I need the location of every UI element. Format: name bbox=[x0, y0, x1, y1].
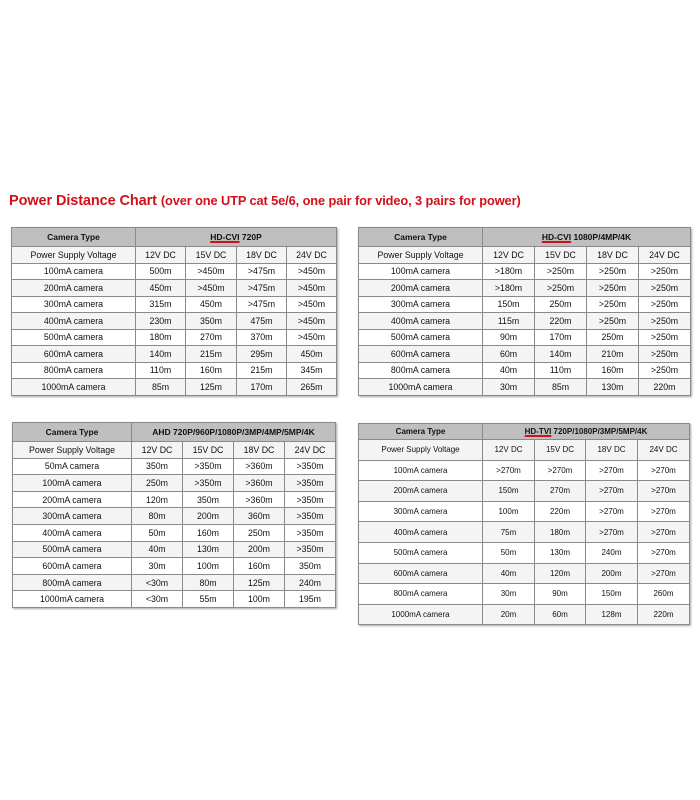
distance-cell: 160m bbox=[183, 524, 234, 541]
voltage-cell: 18V DC bbox=[586, 440, 638, 461]
table-row bbox=[359, 604, 690, 625]
camera-label: 1000mA camera bbox=[359, 604, 483, 625]
table-header-row bbox=[12, 228, 337, 247]
distance-cell: 85m bbox=[535, 379, 587, 396]
camera-label: 1000mA camera bbox=[359, 379, 483, 396]
distance-cell: 150m bbox=[483, 296, 535, 313]
table-row bbox=[13, 491, 336, 508]
distance-cell: 450m bbox=[136, 280, 186, 297]
distance-cell: 60m bbox=[535, 604, 586, 625]
distance-cell: 160m bbox=[186, 362, 237, 379]
distance-cell: >270m bbox=[586, 460, 638, 481]
brand-label: HD-CVI bbox=[210, 232, 240, 242]
table-row bbox=[13, 458, 336, 475]
distance-cell: >270m bbox=[586, 481, 638, 502]
distance-cell: >475m bbox=[237, 263, 287, 280]
distance-cell: >350m bbox=[285, 508, 336, 525]
camera-label: 500mA camera bbox=[359, 329, 483, 346]
distance-cell: 200m bbox=[234, 541, 285, 558]
distance-cell: >350m bbox=[183, 475, 234, 492]
distance-cell: 50m bbox=[483, 542, 535, 563]
distance-cell: 210m bbox=[587, 346, 639, 363]
distance-cell: 150m bbox=[586, 584, 638, 605]
camera-label: 500mA camera bbox=[359, 542, 483, 563]
table-row bbox=[12, 296, 337, 313]
distance-cell: 150m bbox=[483, 481, 535, 502]
voltage-cell: 12V DC bbox=[136, 247, 186, 264]
distance-cell: >250m bbox=[587, 280, 639, 297]
distance-cell: 180m bbox=[136, 329, 186, 346]
distance-cell: >250m bbox=[587, 263, 639, 280]
camera-label: 400mA camera bbox=[359, 313, 483, 330]
table-row bbox=[359, 542, 690, 563]
voltage-label: Power Supply Voltage bbox=[359, 247, 483, 264]
format-header bbox=[132, 423, 336, 442]
table-row bbox=[359, 280, 691, 297]
distance-cell: >250m bbox=[587, 313, 639, 330]
table-row bbox=[359, 329, 691, 346]
distance-cell: 240m bbox=[586, 542, 638, 563]
distance-cell: >450m bbox=[287, 263, 337, 280]
distance-cell: 345m bbox=[287, 362, 337, 379]
distance-cell: 360m bbox=[234, 508, 285, 525]
distance-cell: >450m bbox=[287, 296, 337, 313]
voltage-cell: 12V DC bbox=[132, 442, 183, 459]
distance-cell: 160m bbox=[234, 558, 285, 575]
distance-cell: 475m bbox=[237, 313, 287, 330]
distance-cell: 75m bbox=[483, 522, 535, 543]
distance-cell: 220m bbox=[535, 501, 586, 522]
distance-cell: >250m bbox=[639, 296, 691, 313]
distance-cell: 350m bbox=[186, 313, 237, 330]
distance-cell: 230m bbox=[136, 313, 186, 330]
distance-cell: 370m bbox=[237, 329, 287, 346]
distance-cell: 50m bbox=[132, 524, 183, 541]
distance-cell: 80m bbox=[132, 508, 183, 525]
camera-label: 800mA camera bbox=[12, 362, 136, 379]
distance-cell: 110m bbox=[535, 362, 587, 379]
distance-cell: >360m bbox=[234, 458, 285, 475]
distance-cell: 30m bbox=[132, 558, 183, 575]
distance-cell: 128m bbox=[586, 604, 638, 625]
voltage-cell: 18V DC bbox=[237, 247, 287, 264]
distance-cell: 30m bbox=[483, 379, 535, 396]
distance-cell: >475m bbox=[237, 280, 287, 297]
table-row bbox=[13, 558, 336, 575]
table-row bbox=[359, 296, 691, 313]
camera-type-header: Camera Type bbox=[13, 423, 132, 442]
distance-cell: >350m bbox=[285, 491, 336, 508]
distance-cell: 130m bbox=[587, 379, 639, 396]
camera-label: 400mA camera bbox=[359, 522, 483, 543]
voltage-row bbox=[359, 247, 691, 264]
table-row bbox=[359, 481, 690, 502]
distance-cell: >250m bbox=[587, 296, 639, 313]
distance-cell: 250m bbox=[234, 524, 285, 541]
camera-label: 200mA camera bbox=[12, 280, 136, 297]
table-header-row bbox=[13, 423, 336, 442]
distance-cell: 220m bbox=[638, 604, 690, 625]
camera-label: 600mA camera bbox=[359, 346, 483, 363]
camera-label: 1000mA camera bbox=[12, 379, 136, 396]
distance-cell: >250m bbox=[639, 313, 691, 330]
voltage-cell: 15V DC bbox=[186, 247, 237, 264]
distance-cell: 125m bbox=[234, 574, 285, 591]
distance-cell: >270m bbox=[535, 460, 586, 481]
distance-cell: >270m bbox=[638, 460, 690, 481]
voltage-cell: 24V DC bbox=[638, 440, 690, 461]
table-row bbox=[13, 574, 336, 591]
distance-cell: >270m bbox=[586, 522, 638, 543]
distance-cell: >350m bbox=[285, 524, 336, 541]
distance-cell: >350m bbox=[285, 458, 336, 475]
distance-cell: 295m bbox=[237, 346, 287, 363]
table-row bbox=[359, 313, 691, 330]
camera-label: 500mA camera bbox=[13, 541, 132, 558]
distance-cell: >270m bbox=[638, 542, 690, 563]
distance-cell: 85m bbox=[136, 379, 186, 396]
voltage-cell: 15V DC bbox=[535, 440, 586, 461]
camera-label: 100mA camera bbox=[359, 460, 483, 481]
distance-cell: 200m bbox=[586, 563, 638, 584]
table-row bbox=[12, 280, 337, 297]
hd-cvi-720p-table bbox=[11, 227, 337, 396]
distance-cell: 350m bbox=[183, 491, 234, 508]
camera-label: 800mA camera bbox=[359, 362, 483, 379]
distance-cell: 60m bbox=[483, 346, 535, 363]
distance-cell: >250m bbox=[535, 263, 587, 280]
distance-cell: >360m bbox=[234, 491, 285, 508]
distance-cell: >350m bbox=[183, 458, 234, 475]
hd-tvi-table bbox=[358, 423, 690, 625]
distance-cell: 120m bbox=[535, 563, 586, 584]
distance-cell: >250m bbox=[639, 346, 691, 363]
distance-cell: 140m bbox=[535, 346, 587, 363]
table-row bbox=[359, 584, 690, 605]
distance-cell: >250m bbox=[639, 329, 691, 346]
format-header bbox=[483, 424, 690, 440]
camera-label: 600mA camera bbox=[12, 346, 136, 363]
distance-cell: 240m bbox=[285, 574, 336, 591]
table-row bbox=[12, 362, 337, 379]
voltage-label: Power Supply Voltage bbox=[359, 440, 483, 461]
distance-cell: >180m bbox=[483, 280, 535, 297]
distance-cell: 220m bbox=[535, 313, 587, 330]
ahd-table bbox=[12, 422, 336, 608]
table-header-row bbox=[359, 228, 691, 247]
camera-label: 500mA camera bbox=[12, 329, 136, 346]
distance-cell: 30m bbox=[483, 584, 535, 605]
camera-label: 200mA camera bbox=[359, 280, 483, 297]
distance-cell: 40m bbox=[483, 563, 535, 584]
distance-cell: >450m bbox=[287, 280, 337, 297]
distance-cell: 90m bbox=[535, 584, 586, 605]
table-row bbox=[12, 379, 337, 396]
voltage-cell: 18V DC bbox=[587, 247, 639, 264]
hd-cvi-1080p-4mp-4k-table bbox=[358, 227, 691, 396]
table-row bbox=[13, 541, 336, 558]
voltage-label: Power Supply Voltage bbox=[13, 442, 132, 459]
distance-cell: 450m bbox=[186, 296, 237, 313]
camera-label: 400mA camera bbox=[13, 524, 132, 541]
distance-cell: 80m bbox=[183, 574, 234, 591]
distance-cell: <30m bbox=[132, 591, 183, 608]
voltage-cell: 24V DC bbox=[639, 247, 691, 264]
camera-label: 200mA camera bbox=[359, 481, 483, 502]
camera-label: 400mA camera bbox=[12, 313, 136, 330]
camera-label: 600mA camera bbox=[13, 558, 132, 575]
table-row bbox=[359, 522, 690, 543]
distance-cell: 250m bbox=[587, 329, 639, 346]
camera-type-header: Camera Type bbox=[359, 424, 483, 440]
distance-cell: 110m bbox=[136, 362, 186, 379]
distance-cell: 100m bbox=[234, 591, 285, 608]
distance-cell: >360m bbox=[234, 475, 285, 492]
table-row bbox=[12, 263, 337, 280]
table-row bbox=[359, 460, 690, 481]
camera-label: 1000mA camera bbox=[13, 591, 132, 608]
table-row bbox=[359, 563, 690, 584]
camera-type-header: Camera Type bbox=[12, 228, 136, 247]
distance-cell: 215m bbox=[186, 346, 237, 363]
distance-cell: 180m bbox=[535, 522, 586, 543]
format-label: AHD 720P/960P/1080P/3MP/4MP/5MP/4K bbox=[152, 427, 315, 437]
distance-cell: >270m bbox=[638, 501, 690, 522]
camera-label: 300mA camera bbox=[359, 501, 483, 522]
camera-label: 300mA camera bbox=[13, 508, 132, 525]
distance-cell: 250m bbox=[132, 475, 183, 492]
distance-cell: >250m bbox=[639, 280, 691, 297]
voltage-cell: 12V DC bbox=[483, 440, 535, 461]
distance-cell: 130m bbox=[535, 542, 586, 563]
distance-cell: >450m bbox=[287, 329, 337, 346]
table-row bbox=[13, 475, 336, 492]
voltage-row bbox=[12, 247, 337, 264]
distance-cell: >350m bbox=[285, 475, 336, 492]
table-row bbox=[359, 379, 691, 396]
table-row bbox=[12, 329, 337, 346]
voltage-row bbox=[359, 440, 690, 461]
distance-cell: 450m bbox=[287, 346, 337, 363]
distance-cell: >475m bbox=[237, 296, 287, 313]
distance-cell: 170m bbox=[237, 379, 287, 396]
distance-cell: >250m bbox=[535, 280, 587, 297]
table-row bbox=[359, 501, 690, 522]
distance-cell: 250m bbox=[535, 296, 587, 313]
table-row bbox=[13, 591, 336, 608]
distance-cell: 55m bbox=[183, 591, 234, 608]
distance-cell: <30m bbox=[132, 574, 183, 591]
format-label: 1080P/4MP/4K bbox=[573, 232, 632, 242]
voltage-cell: 12V DC bbox=[483, 247, 535, 264]
distance-cell: >450m bbox=[287, 313, 337, 330]
distance-cell: 260m bbox=[638, 584, 690, 605]
format-header bbox=[136, 228, 337, 247]
distance-cell: 500m bbox=[136, 263, 186, 280]
distance-cell: 350m bbox=[285, 558, 336, 575]
voltage-cell: 15V DC bbox=[535, 247, 587, 264]
distance-cell: >250m bbox=[639, 263, 691, 280]
table-row bbox=[12, 313, 337, 330]
camera-label: 300mA camera bbox=[359, 296, 483, 313]
distance-cell: >270m bbox=[586, 501, 638, 522]
distance-cell: >270m bbox=[483, 460, 535, 481]
distance-cell: 120m bbox=[132, 491, 183, 508]
table-row bbox=[13, 508, 336, 525]
table-row bbox=[359, 263, 691, 280]
voltage-row bbox=[13, 442, 336, 459]
voltage-cell: 15V DC bbox=[183, 442, 234, 459]
distance-cell: 130m bbox=[183, 541, 234, 558]
distance-cell: >180m bbox=[483, 263, 535, 280]
distance-cell: 270m bbox=[535, 481, 586, 502]
distance-cell: 200m bbox=[183, 508, 234, 525]
title-main: Power Distance Chart bbox=[9, 193, 157, 209]
distance-cell: 20m bbox=[483, 604, 535, 625]
distance-cell: 100m bbox=[483, 501, 535, 522]
distance-cell: 100m bbox=[183, 558, 234, 575]
distance-cell: 215m bbox=[237, 362, 287, 379]
voltage-cell: 24V DC bbox=[287, 247, 337, 264]
format-header bbox=[483, 228, 691, 247]
camera-label: 800mA camera bbox=[13, 574, 132, 591]
camera-label: 600mA camera bbox=[359, 563, 483, 584]
distance-cell: >450m bbox=[186, 263, 237, 280]
camera-type-header: Camera Type bbox=[359, 228, 483, 247]
camera-label: 200mA camera bbox=[13, 491, 132, 508]
distance-cell: >450m bbox=[186, 280, 237, 297]
camera-label: 100mA camera bbox=[359, 263, 483, 280]
camera-label: 100mA camera bbox=[12, 263, 136, 280]
distance-cell: 40m bbox=[132, 541, 183, 558]
table-header-row bbox=[359, 424, 690, 440]
distance-cell: 350m bbox=[132, 458, 183, 475]
table-row bbox=[359, 346, 691, 363]
camera-label: 100mA camera bbox=[13, 475, 132, 492]
distance-cell: >350m bbox=[285, 541, 336, 558]
format-label: 720P/1080P/3MP/5MP/4K bbox=[553, 427, 648, 436]
page-title bbox=[9, 193, 521, 209]
voltage-label: Power Supply Voltage bbox=[12, 247, 136, 264]
brand-label: HD-TVI bbox=[524, 427, 552, 436]
distance-cell: >250m bbox=[639, 362, 691, 379]
table-row bbox=[13, 524, 336, 541]
distance-cell: 270m bbox=[186, 329, 237, 346]
distance-cell: 140m bbox=[136, 346, 186, 363]
distance-cell: 115m bbox=[483, 313, 535, 330]
camera-label: 50mA camera bbox=[13, 458, 132, 475]
voltage-cell: 18V DC bbox=[234, 442, 285, 459]
camera-label: 300mA camera bbox=[12, 296, 136, 313]
title-subtitle: (over one UTP cat 5e/6, one pair for video, 3 pairs for power) bbox=[160, 193, 521, 208]
distance-cell: 160m bbox=[587, 362, 639, 379]
distance-cell: 220m bbox=[639, 379, 691, 396]
voltage-cell: 24V DC bbox=[285, 442, 336, 459]
distance-cell: 315m bbox=[136, 296, 186, 313]
distance-cell: 265m bbox=[287, 379, 337, 396]
table-row bbox=[359, 362, 691, 379]
distance-cell: 90m bbox=[483, 329, 535, 346]
camera-label: 800mA camera bbox=[359, 584, 483, 605]
brand-label: HD-CVI bbox=[541, 232, 572, 242]
distance-cell: 170m bbox=[535, 329, 587, 346]
distance-cell: 125m bbox=[186, 379, 237, 396]
table-row bbox=[12, 346, 337, 363]
distance-cell: >270m bbox=[638, 563, 690, 584]
format-label: 720P bbox=[241, 232, 262, 242]
distance-cell: 195m bbox=[285, 591, 336, 608]
distance-cell: >270m bbox=[638, 481, 690, 502]
distance-cell: >270m bbox=[638, 522, 690, 543]
distance-cell: 40m bbox=[483, 362, 535, 379]
